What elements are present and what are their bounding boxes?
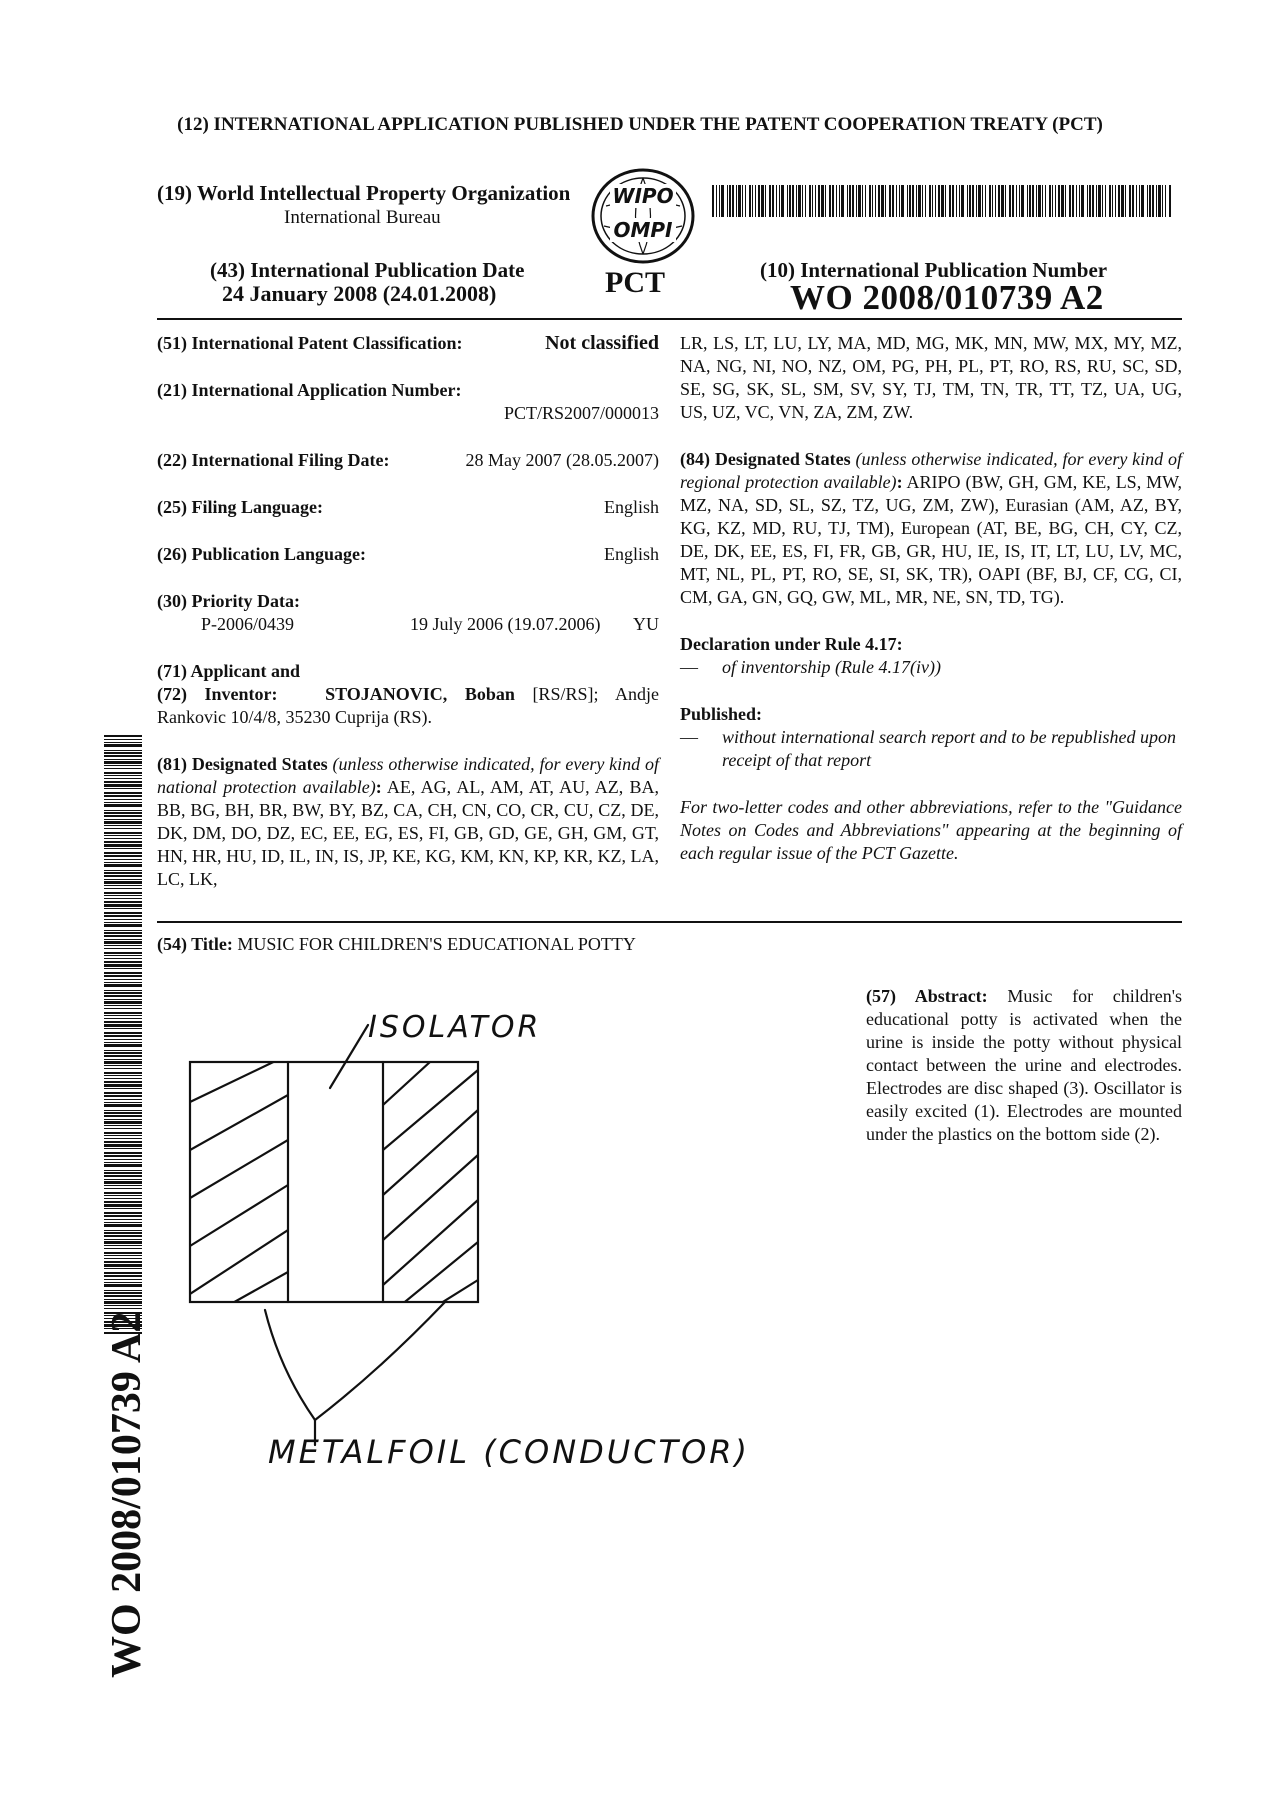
field-72-rest: [RS/RS]; Andje Rankovic 10/4/8, 35230 Cuprija (RS). (157, 684, 660, 727)
declaration-heading: Declaration under Rule 4.17: (680, 634, 903, 654)
field-84 (680, 448, 1182, 609)
title-rule (157, 921, 1182, 923)
field-30-date-country (410, 613, 659, 636)
field-25-label: (25) Filing Language: (157, 497, 324, 517)
field-25 (157, 496, 659, 519)
field-30-date: 19 July 2006 (19.07.2006) (410, 614, 601, 634)
org-name: (19) World Intellectual Property Organization (157, 181, 571, 205)
published-item: without international search report and to be republished upon receipt of that report (722, 727, 1176, 770)
wipo-logo (588, 166, 698, 266)
field-72-label: (72) Inventor: (157, 684, 278, 704)
isolator-label: ISOLATOR (368, 1010, 542, 1045)
org-bureau: International Bureau (284, 207, 441, 228)
field-81-colon: : (375, 777, 382, 797)
field-54-value: MUSIC FOR CHILDREN'S EDUCATIONAL POTTY (237, 934, 636, 954)
field-71: (71) Applicant and (157, 661, 301, 681)
field-54 (157, 933, 636, 956)
field-81-list: AE, AG, AL, AM, AT, AU, AZ, BA, BB, BG, BH, BR, BW, BY, BZ, CA, CH, CN, CO, CR, CU, CZ, DE, DK, DM, DO, DZ, EC, EE, EG, ES, FI, GB, GD, GE, GH, GM, GT, HN, HR, HU, ID, IL, IN, IS, JP, KE, KG, KM, KN, KP, KR, KZ, LA, LC, LK, (157, 777, 660, 889)
abstract (866, 985, 1182, 1146)
published-item-row (680, 726, 1182, 772)
published-heading: Published: (680, 704, 763, 724)
field-21-value: PCT/RS2007/000013 (503, 403, 659, 423)
barcode-side (104, 735, 142, 1335)
field-84-qualifier: (unless otherwise indicated, for every kind of regional protection available) (680, 449, 1182, 492)
pub-number-value: WO 2008/010739 A2 (790, 278, 1104, 317)
field-21-label: (21) International Application Number: (157, 380, 462, 400)
field-54-label: (54) Title: (157, 934, 233, 954)
field-26-label: (26) Publication Language: (157, 544, 367, 564)
field-51-value: Not classified (545, 332, 659, 354)
field-84-list: ARIPO (BW, GH, GM, KE, LS, MW, MZ, NA, SD, SL, SZ, TZ, UG, ZM, ZW), Eurasian (AM, AZ, BY, KG, KZ, MD, RU, TJ, TM), European (AT, BE, BG, CH, CY, CZ, DE, DK, EE, ES, FI, FR, GB, GR, HU, IE, IS, IT, LT, LU, LV, MC, MT, NL, PL, PT, RO, SE, SI, SK, TR), OAPI (BF, BJ, CF, CG, CI, CM, GA, GN, GQ, GW, ML, MR, NE, SN, TD, TG). (680, 472, 1183, 607)
pct-mark: PCT (605, 266, 665, 299)
codes-note: For two-letter codes and other abbreviations, refer to the "Guidance Notes on Codes and Abbreviations" appearing at the beginning of each regular issue of the PCT Gazette. (680, 797, 1182, 863)
field-51 (157, 332, 659, 355)
metalfoil-label: METALFOIL (CONDUCTOR) (268, 1433, 750, 1471)
patent-drawing (180, 1010, 840, 1490)
declaration-item: of inventorship (Rule 4.17(iv)) (722, 657, 941, 677)
field-30-row (157, 613, 659, 636)
field-30-country: YU (633, 614, 659, 634)
left-column (157, 332, 659, 891)
field-81-continued: LR, LS, LT, LU, LY, MA, MD, MG, MK, MN, MW, MX, MY, MZ, NA, NG, NI, NO, NZ, OM, PG, PH, PL, PT, RO, RS, RU, SC, SD, SE, SG, SK, SL, SM, SV, SY, TJ, TM, TN, TR, TT, TZ, UA, UG, US, UZ, VC, VN, ZA, ZM, ZW. (680, 333, 1182, 422)
field-81-qualifier: (unless otherwise indicated, for every kind of national protection available) (157, 754, 659, 797)
abstract-text: Music for children's educational potty is activated when the urine is inside the potty without physical contact between the urine and electrodes. Electrodes are disc shaped (3). Oscillator is easily excited (1). Electrodes are mounted under the plastics on the bottom side (2). (866, 986, 1182, 1144)
barcode-top (712, 185, 1172, 217)
field-25-value: English (603, 497, 659, 517)
field-22-value: 28 May 2007 (28.05.2007) (465, 450, 659, 470)
header-rule (157, 318, 1182, 320)
pub-date-label: (43) International Publication Date (210, 258, 525, 282)
field-30-label: (30) Priority Data: (157, 591, 300, 611)
right-column (680, 332, 1182, 865)
published-dash: — (680, 727, 698, 747)
field-22-label: (22) International Filing Date: (157, 450, 390, 470)
wipo-logo-top: WIPO (610, 184, 676, 208)
field-26-value: English (603, 544, 659, 564)
document-header: (12) INTERNATIONAL APPLICATION PUBLISHED UNDER THE PATENT COOPERATION TREATY (PCT) (177, 114, 1103, 135)
declaration-item-row (680, 656, 1182, 679)
pub-number-label: (10) International Publication Number (760, 258, 1108, 282)
field-26 (157, 543, 659, 566)
field-22 (157, 449, 659, 472)
field-30-number: P-2006/0439 (201, 614, 295, 634)
declaration-dash: — (680, 657, 698, 677)
wipo-logo-bottom: OMPI (610, 218, 676, 242)
field-72 (157, 683, 659, 729)
field-51-label: (51) International Patent Classification: (157, 333, 463, 353)
field-84-label: (84) Designated States (680, 449, 851, 469)
field-81-label: (81) Designated States (157, 754, 328, 774)
pub-date-value: 24 January 2008 (24.01.2008) (222, 281, 497, 306)
side-publication-number: WO 2008/010739 A2 (104, 1311, 150, 1678)
field-81 (157, 753, 659, 891)
field-72-name: STOJANOVIC, Boban (325, 684, 515, 704)
abstract-label: (57) Abstract: (866, 986, 988, 1006)
field-84-colon: : (896, 472, 903, 492)
